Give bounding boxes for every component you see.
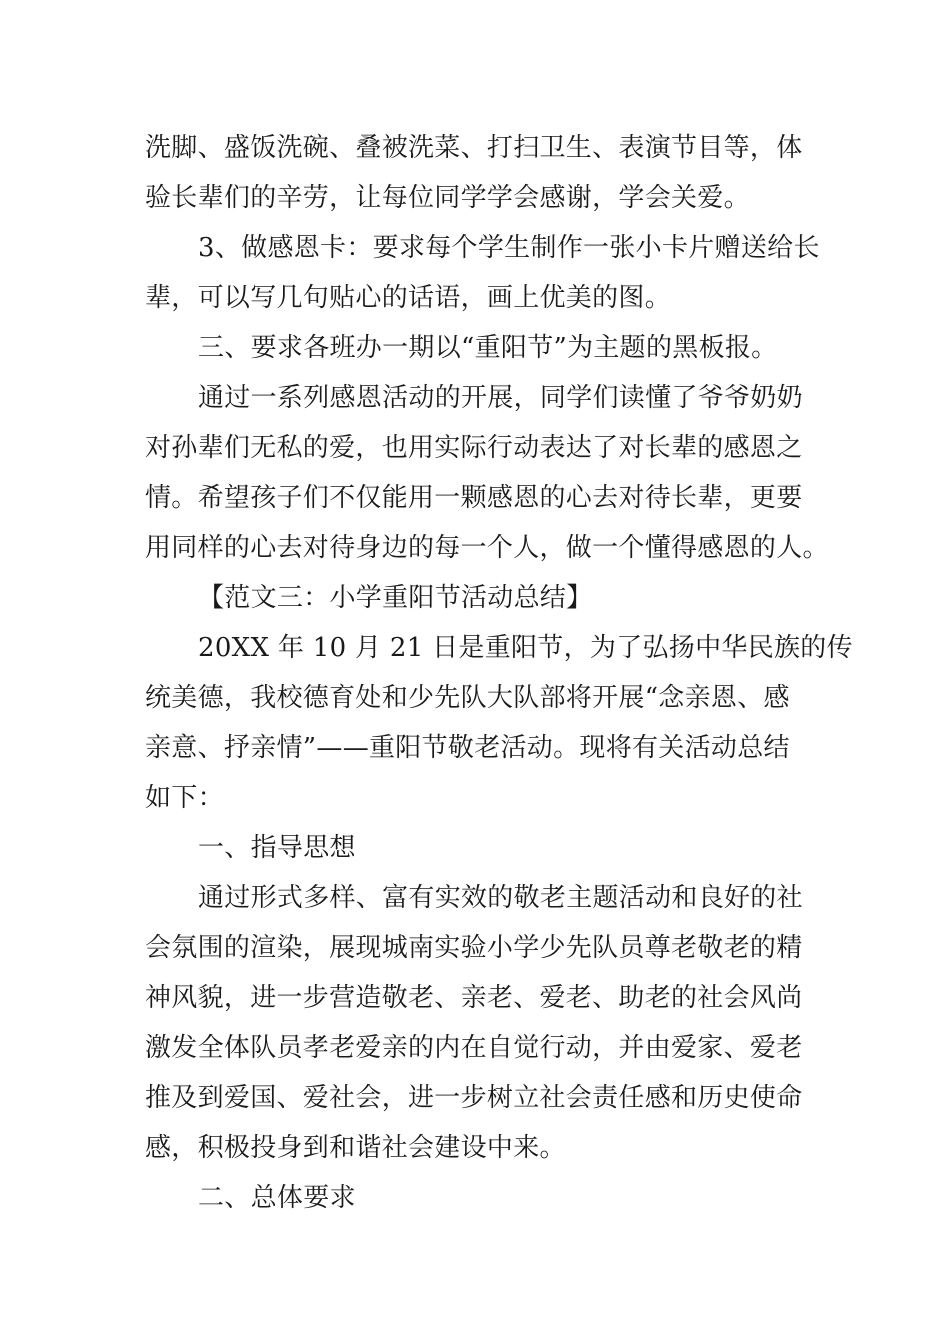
text-line: 推及到爱国、爱社会，进一步树立社会责任感和历史使命 xyxy=(145,1083,803,1113)
text-line: 通过一系列感恩活动的开展，同学们读懂了爷爷奶奶 xyxy=(198,383,803,413)
text-line: 会氛围的渲染，展现城南实验小学少先队员尊老敬老的精 xyxy=(145,933,803,963)
text-line: 通过形式多样、富有实效的敬老主题活动和良好的社 xyxy=(198,883,803,913)
text-line: 亲意、抒亲情”——重阳节敬老活动。现将有关活动总结 xyxy=(145,733,790,763)
text-line: 用同样的心去对待身边的每一个人，做一个懂得感恩的人。 xyxy=(145,533,829,563)
subheading: 一、指导思想 xyxy=(198,833,356,863)
text-line: 激发全体队员孝老爱亲的内在自觉行动，并由爱家、爱老 xyxy=(145,1033,803,1063)
text-line: 统美德，我校德育处和少先队大队部将开展“念亲恩、感 xyxy=(145,683,790,713)
text-line: 20XX 年 10 月 21 日是重阳节，为了弘扬中华民族的传 xyxy=(198,633,853,663)
text-line: 如下： xyxy=(145,783,224,813)
text-line: 对孙辈们无私的爱，也用实际行动表达了对长辈的感恩之 xyxy=(145,433,803,463)
text-line: 验长辈们的辛劳，让每位同学学会感谢，学会关爱。 xyxy=(145,183,750,213)
text-line: 3、做感恩卡：要求每个学生制作一张小卡片赠送给长 xyxy=(198,233,820,263)
text-line: 辈，可以写几句贴心的话语，画上优美的图。 xyxy=(145,283,672,313)
text-line: 情。希望孩子们不仅能用一颗感恩的心去对待长辈，更要 xyxy=(145,483,803,513)
text-line: 洗脚、盛饭洗碗、叠被洗菜、打扫卫生、表演节目等，体 xyxy=(145,133,803,163)
section-heading: 【范文三：小学重阳节活动总结】 xyxy=(198,583,593,613)
text-line: 感，积极投身到和谐社会建设中来。 xyxy=(145,1133,566,1163)
text-line: 神风貌，进一步营造敬老、亲老、爱老、助老的社会风尚 xyxy=(145,983,803,1013)
text-line: 三、要求各班办一期以“重阳节”为主题的黑板报。 xyxy=(198,333,778,363)
subheading: 二、总体要求 xyxy=(198,1183,356,1213)
